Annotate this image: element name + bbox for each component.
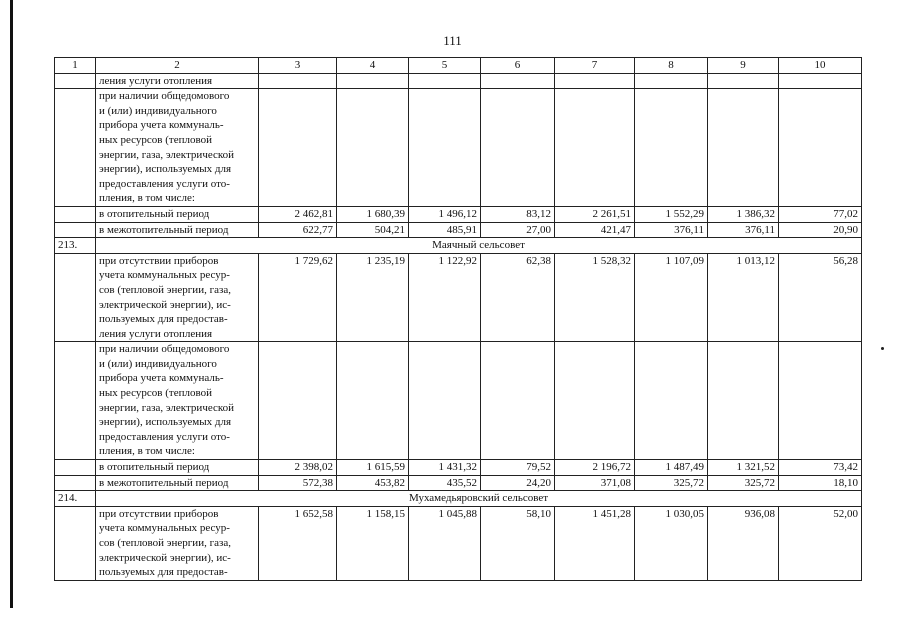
- row-number: [55, 506, 96, 580]
- value-cell-col-5: 485,91: [409, 222, 481, 238]
- row-number: [55, 206, 96, 222]
- row-label: в отопительный период: [96, 460, 259, 476]
- row-number: [55, 73, 96, 89]
- value-cell-col-9: 325,72: [708, 475, 779, 491]
- value-cell-col-9: 1 386,32: [708, 206, 779, 222]
- header-row: [55, 58, 862, 74]
- value-cell-col-3: 572,38: [259, 475, 337, 491]
- value-cell-col-4: 504,21: [337, 222, 409, 238]
- column-header-6: 6: [481, 58, 555, 74]
- value-cell-col-7: [555, 342, 635, 460]
- row-label: ления услуги отопления: [96, 73, 259, 89]
- value-cell-col-6: 27,00: [481, 222, 555, 238]
- value-cell-col-5: 1 122,92: [409, 253, 481, 342]
- section-title: Маячный сельсовет: [96, 238, 862, 254]
- value-cell-col-10: 52,00: [779, 506, 862, 580]
- section-title: Мухамедьяровский сельсовет: [96, 491, 862, 507]
- scan-border-line: [10, 0, 13, 608]
- value-cell-col-6: 83,12: [481, 206, 555, 222]
- row-label: в отопительный период: [96, 206, 259, 222]
- value-cell-col-5: [409, 73, 481, 89]
- table-row: [55, 460, 862, 476]
- value-cell-col-3: [259, 342, 337, 460]
- value-cell-col-5: [409, 342, 481, 460]
- value-cell-col-6: [481, 73, 555, 89]
- value-cell-col-5: 1 431,32: [409, 460, 481, 476]
- table-row: [55, 342, 862, 460]
- value-cell-col-10: 73,42: [779, 460, 862, 476]
- value-cell-col-4: [337, 89, 409, 207]
- value-cell-col-8: 1 552,29: [635, 206, 708, 222]
- value-cell-col-4: 1 158,15: [337, 506, 409, 580]
- column-header-7: 7: [555, 58, 635, 74]
- value-cell-col-9: 1 321,52: [708, 460, 779, 476]
- value-cell-col-10: [779, 73, 862, 89]
- table-row: [55, 222, 862, 238]
- section-row: [55, 491, 862, 507]
- column-header-4: 4: [337, 58, 409, 74]
- value-cell-col-7: 2 261,51: [555, 206, 635, 222]
- value-cell-col-6: 62,38: [481, 253, 555, 342]
- table-row: [55, 253, 862, 342]
- row-number: [55, 253, 96, 342]
- value-cell-col-8: [635, 342, 708, 460]
- column-header-1: 1: [55, 58, 96, 74]
- value-cell-col-5: 435,52: [409, 475, 481, 491]
- value-cell-col-5: [409, 89, 481, 207]
- value-cell-col-7: 1 451,28: [555, 506, 635, 580]
- value-cell-col-5: 1 496,12: [409, 206, 481, 222]
- column-header-5: 5: [409, 58, 481, 74]
- value-cell-col-8: [635, 73, 708, 89]
- value-cell-col-3: 1 652,58: [259, 506, 337, 580]
- value-cell-col-8: [635, 89, 708, 207]
- scan-speck: [881, 347, 884, 350]
- value-cell-col-6: [481, 342, 555, 460]
- row-number: 214.: [55, 491, 96, 507]
- value-cell-col-7: [555, 89, 635, 207]
- value-cell-col-3: 622,77: [259, 222, 337, 238]
- value-cell-col-10: 56,28: [779, 253, 862, 342]
- row-label: в межотопительный период: [96, 222, 259, 238]
- value-cell-col-4: [337, 342, 409, 460]
- table-row: [55, 89, 862, 207]
- value-cell-col-5: 1 045,88: [409, 506, 481, 580]
- value-cell-col-9: [708, 342, 779, 460]
- row-label: при наличии общедомового и (или) индивидуального прибора учета коммуналь- ных ресурсов (тепловой энергии, газа, электрической энергии), используемых для предоставления услуги ото- пления, в том числе:: [96, 342, 259, 460]
- value-cell-col-8: 1 487,49: [635, 460, 708, 476]
- value-cell-col-6: [481, 89, 555, 207]
- row-label: при наличии общедомового и (или) индивидуального прибора учета коммуналь- ных ресурсов (тепловой энергии, газа, электрической энергии), используемых для предоставления услуги ото- пления, в том числе:: [96, 89, 259, 207]
- value-cell-col-10: [779, 342, 862, 460]
- value-cell-col-7: 1 528,32: [555, 253, 635, 342]
- table-row: [55, 206, 862, 222]
- table-row: [55, 506, 862, 580]
- value-cell-col-8: 325,72: [635, 475, 708, 491]
- value-cell-col-10: 18,10: [779, 475, 862, 491]
- value-cell-col-9: [708, 73, 779, 89]
- value-cell-col-9: 936,08: [708, 506, 779, 580]
- value-cell-col-7: 421,47: [555, 222, 635, 238]
- row-label: при отсутствии приборов учета коммунальных ресур- сов (тепловой энергии, газа, электрической энергии), ис- пользуемых для предостав-: [96, 506, 259, 580]
- value-cell-col-3: 2 398,02: [259, 460, 337, 476]
- row-number: [55, 460, 96, 476]
- value-cell-col-4: 453,82: [337, 475, 409, 491]
- row-number: 213.: [55, 238, 96, 254]
- value-cell-col-9: [708, 89, 779, 207]
- value-cell-col-10: 20,90: [779, 222, 862, 238]
- section-row: [55, 238, 862, 254]
- value-cell-col-4: 1 615,59: [337, 460, 409, 476]
- column-header-9: 9: [708, 58, 779, 74]
- value-cell-col-3: 1 729,62: [259, 253, 337, 342]
- row-label: при отсутствии приборов учета коммунальных ресур- сов (тепловой энергии, газа, электрической энергии), ис- пользуемых для предостав- ления услуги отопления: [96, 253, 259, 342]
- column-header-3: 3: [259, 58, 337, 74]
- page-number: 111: [443, 33, 462, 48]
- value-cell-col-6: 79,52: [481, 460, 555, 476]
- column-header-2: 2: [96, 58, 259, 74]
- row-number: [55, 222, 96, 238]
- row-label: в межотопительный период: [96, 475, 259, 491]
- value-cell-col-4: 1 235,19: [337, 253, 409, 342]
- row-number: [55, 475, 96, 491]
- row-number: [55, 89, 96, 207]
- value-cell-col-4: 1 680,39: [337, 206, 409, 222]
- value-cell-col-8: 1 107,09: [635, 253, 708, 342]
- value-cell-col-4: [337, 73, 409, 89]
- value-cell-col-9: 376,11: [708, 222, 779, 238]
- value-cell-col-7: [555, 73, 635, 89]
- value-cell-col-6: 24,20: [481, 475, 555, 491]
- value-cell-col-3: 2 462,81: [259, 206, 337, 222]
- value-cell-col-10: [779, 89, 862, 207]
- value-cell-col-8: 376,11: [635, 222, 708, 238]
- value-cell-col-8: 1 030,05: [635, 506, 708, 580]
- column-header-10: 10: [779, 58, 862, 74]
- value-cell-col-6: 58,10: [481, 506, 555, 580]
- value-cell-col-7: 2 196,72: [555, 460, 635, 476]
- value-cell-col-7: 371,08: [555, 475, 635, 491]
- value-cell-col-3: [259, 89, 337, 207]
- column-header-8: 8: [635, 58, 708, 74]
- tariff-table: [54, 57, 862, 581]
- value-cell-col-9: 1 013,12: [708, 253, 779, 342]
- value-cell-col-3: [259, 73, 337, 89]
- row-number: [55, 342, 96, 460]
- table-row: [55, 73, 862, 89]
- value-cell-col-10: 77,02: [779, 206, 862, 222]
- table-row: [55, 475, 862, 491]
